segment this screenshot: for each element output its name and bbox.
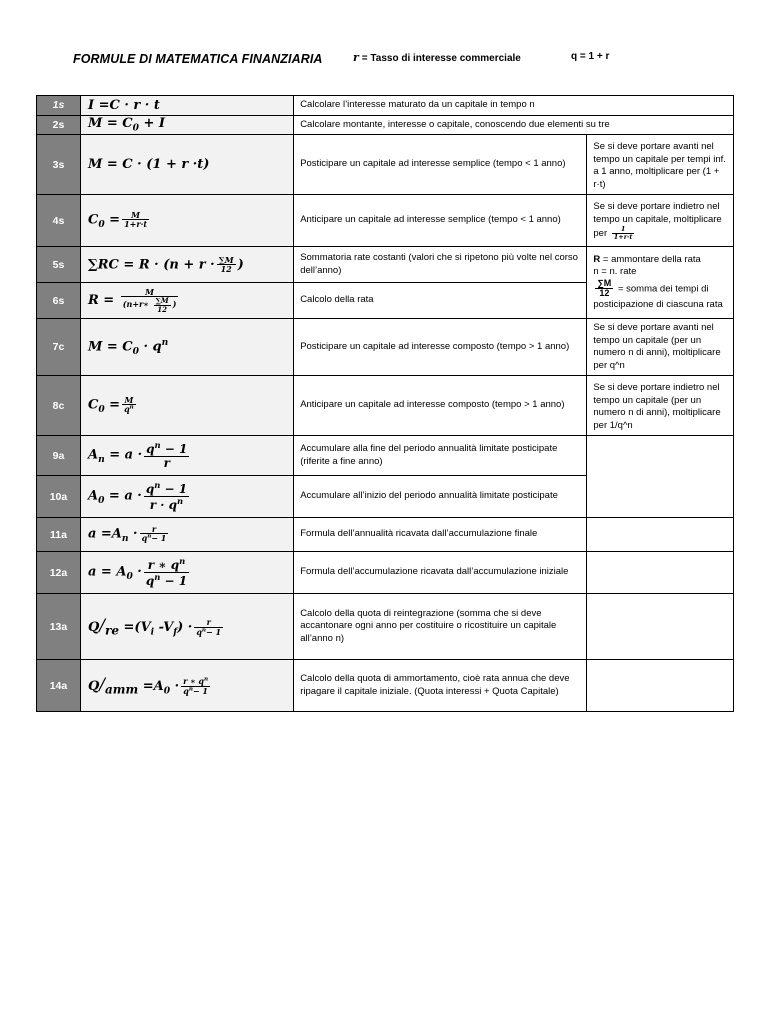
note-cell-empty — [587, 518, 734, 552]
fraction: $\frac{1}{1+r\cdot t}$ — [613, 225, 633, 241]
row-code: 12a — [37, 552, 81, 594]
table-row — [37, 376, 734, 436]
row-code: 3s — [37, 135, 81, 195]
formula-cell: ∑RC = R · (n + r · $\frac{\sum M}{12}$ ) — [80, 247, 293, 283]
fraction: $\frac{\sum M}{12}$ — [218, 254, 234, 274]
formula-cell: $A_0 = a$ · $\frac{q^n - 1}{r \cdot q^n}$ — [80, 476, 293, 518]
rate-definition — [353, 51, 521, 64]
table-row — [37, 115, 734, 135]
note-text: Se si deve portare avanti nel tempo un capitale (per un numero n di anni), moltiplicare per q^n — [593, 322, 721, 371]
table-row — [37, 436, 734, 476]
rate-symbol: r — [353, 51, 359, 64]
row-code: 4s — [37, 195, 81, 247]
table-row — [37, 135, 734, 195]
row-code: 2s — [37, 115, 81, 135]
document-header — [73, 50, 693, 68]
description-cell: Sommatoria rate costanti (valori che si ripetono più volte nel corso dell’anno) — [294, 247, 587, 283]
fraction: $\frac{r}{q^n- 1}$ — [196, 617, 222, 637]
table-row — [37, 96, 734, 116]
formula-cell: $M = C_0 \cdot q^n$ — [80, 319, 293, 376]
row-code: 13a — [37, 594, 81, 660]
row-code: 9a — [37, 436, 81, 476]
legend-text: n = n. rate — [593, 266, 637, 278]
note-text: Se si deve portare indietro nel tempo un capitale, moltiplicare per — [593, 201, 722, 239]
note-cell-empty — [587, 552, 734, 594]
formula-cell: $M = C_0 + I$ — [80, 115, 293, 135]
row-code: 7c — [37, 319, 81, 376]
fraction: $\frac{q^n - 1}{r \cdot q^n}$ — [145, 480, 188, 512]
formula-cell: $a = A_0$ · $\frac{r ∗ q^n}{q^n - 1}$ — [80, 552, 293, 594]
description-cell: Accumulare alla fine del periodo annualità limitate posticipate (riferite a fine anno) — [294, 436, 587, 476]
formula-cell: $a =A_n$ · $\frac{r}{q^n- 1}$ — [80, 518, 293, 552]
description-cell: Formula dell’annualità ricavata dall’accumulazione finale — [294, 518, 587, 552]
note-cell-empty — [587, 660, 734, 712]
table-row — [37, 660, 734, 712]
fraction: $\frac{q^n - 1}{r}$ — [146, 440, 188, 470]
fraction: M (n+r∗ $\frac{\sum M}{12}$ ) — [122, 286, 177, 314]
note-cell: Se si deve portare avanti nel tempo un capitale per tempi inf. a 1 anno, moltiplicare per (1 + r·t) — [587, 135, 734, 195]
note-cell — [587, 376, 734, 436]
table-row — [37, 319, 734, 376]
table-row — [37, 518, 734, 552]
rate-definition-text: = Tasso di interesse commerciale — [361, 53, 521, 64]
legend-text: = ammontare della rata — [602, 253, 701, 265]
description-cell: Anticipare un capitale ad interesse semplice (tempo < 1 anno) — [294, 195, 587, 247]
table-row — [37, 552, 734, 594]
row-code: 11a — [37, 518, 81, 552]
table-row — [37, 195, 734, 247]
fraction: $\frac{r ∗ q^n}{q^n - 1}$ — [145, 556, 188, 588]
formula-cell: $C_0$ = $\frac{M}{1+r\cdot t}$ — [80, 195, 293, 247]
table-row — [37, 594, 734, 660]
formula-cell: $C_0$ = $\frac{M}{q^n}$ — [80, 376, 293, 436]
formula-cell — [80, 96, 293, 116]
description-cell: Calcolo della rata — [294, 283, 587, 319]
fraction: $\frac{M}{q^n}$ — [124, 395, 134, 415]
note-text: Se si deve portare indietro nel tempo un capitale (per un numero n di anni), moltiplicare per 1/q^n — [593, 382, 721, 431]
note-cell-empty — [587, 436, 734, 518]
description-cell: Calcolare l’interesse maturato da un capitale in tempo n — [294, 96, 734, 116]
row-code: 10a — [37, 476, 81, 518]
fraction: $\frac{\sum M}{12}$ — [597, 277, 612, 299]
formula-text: I =C · r · t — [87, 97, 160, 113]
row-code: 1s — [37, 96, 81, 116]
q-definition: q = 1 + r — [571, 51, 610, 62]
description-cell: Anticipare un capitale ad interesse composto (tempo > 1 anno) — [294, 376, 587, 436]
legend-symbol: R — [593, 253, 601, 265]
note-cell — [587, 319, 734, 376]
row-code: 14a — [37, 660, 81, 712]
formula-cell: $A_n = a$ · $\frac{q^n - 1}{r}$ — [80, 436, 293, 476]
description-cell: Calcolare montante, interesse o capitale, conoscendo due elementi su tre — [294, 115, 734, 135]
document-title: FORMULE DI MATEMATICA FINANZIARIA — [73, 52, 323, 66]
description-cell: Calcolo della quota di ammortamento, cioè rata annua che deve ripagare il capitale iniziale. (Quota interessi + Quota Capitale) — [294, 660, 587, 712]
row-code: 5s — [37, 247, 81, 283]
description-cell: Posticipare un capitale ad interesse composto (tempo > 1 anno) — [294, 319, 587, 376]
rate-legend-cell — [587, 247, 734, 319]
formula-table — [36, 95, 734, 712]
formula-cell: R = M (n+r∗ $\frac{\sum M}{12}$ ) — [80, 283, 293, 319]
description-cell: Accumulare all’inizio del periodo annualità limitate posticipate — [294, 476, 587, 518]
note-cell — [587, 195, 734, 247]
table-row — [37, 247, 734, 283]
formula-cell: M = C · (1 + r ·t) — [80, 135, 293, 195]
row-code: 8c — [37, 376, 81, 436]
description-cell: Posticipare un capitale ad interesse semplice (tempo < 1 anno) — [294, 135, 587, 195]
description-cell: Calcolo della quota di reintegrazione (somma che si deve accantonare ogni anno per costituire o ricostituire un capitale all’anno n) — [294, 594, 587, 660]
formula-cell: $Q/_{amm} =A_0$ · $\frac{r ∗ q^n}{q^n- 1}$ — [80, 660, 293, 712]
legend-text: = somma dei tempi di posticipazione di ciascuna rata — [593, 283, 723, 310]
fraction: $\frac{r}{q^n- 1}$ — [141, 524, 167, 544]
description-cell: Formula dell’accumulazione ricavata dall’accumulazione iniziale — [294, 552, 587, 594]
row-code: 6s — [37, 283, 81, 319]
note-cell-empty — [587, 594, 734, 660]
formula-cell: $Q/_{re} =(V_i$ $-V_f$) · $\frac{r}{q^n- 1}$ — [80, 594, 293, 660]
fraction: $\frac{r ∗ q^n}{q^n- 1}$ — [183, 676, 209, 696]
fraction: $\frac{M}{1+r\cdot t}$ — [124, 210, 148, 230]
